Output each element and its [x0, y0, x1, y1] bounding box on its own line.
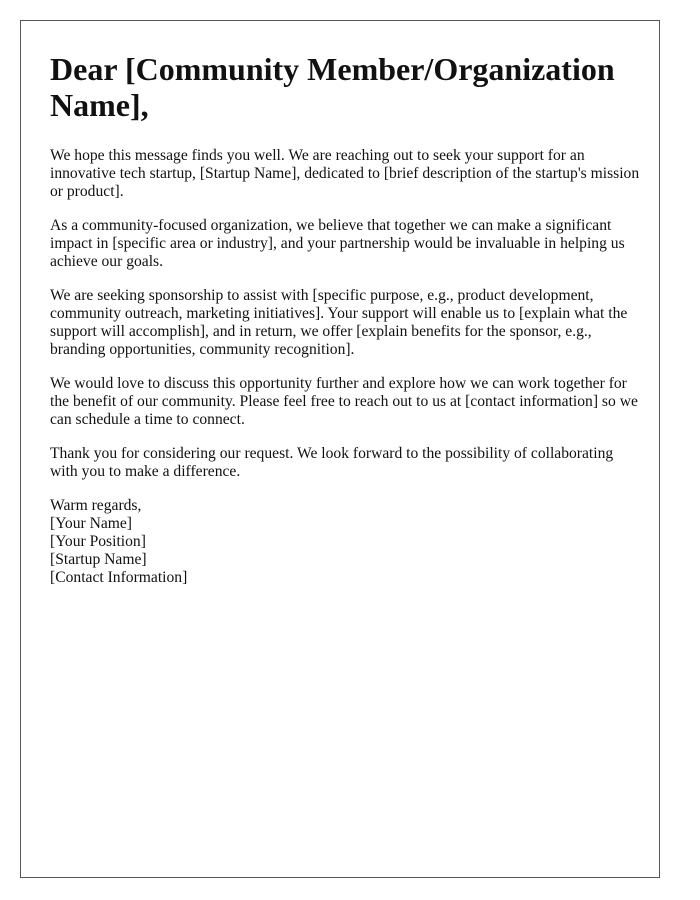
signature-position: [Your Position] — [50, 533, 146, 550]
signature-startup: [Startup Name] — [50, 551, 147, 568]
letter-paragraph-impact: As a community-focused organization, we believe that together we can make a significant impact in [specific area or industry], and your partnership would be invaluable in helping us achieve our goals. — [50, 217, 625, 270]
signature-contact: [Contact Information] — [50, 569, 188, 586]
letter-content — [50, 51, 640, 587]
signature-name: [Your Name] — [50, 515, 133, 532]
letter-paragraph-discussion: We would love to discuss this opportunity further and explore how we can work together for the benefit of our community. Please feel free to reach out to us at [contact information] so we can schedule a time to connect. — [50, 375, 638, 428]
letter-paragraph-thanks: Thank you for considering our request. We look forward to the possibility of collaborating with you to make a difference. — [50, 445, 614, 480]
letter-greeting: Dear [Community Member/Organization Name], — [50, 51, 615, 123]
letter-page — [20, 20, 660, 878]
letter-paragraph-sponsorship: We are seeking sponsorship to assist with [specific purpose, e.g., product development, community outreach, marketing initiatives]. Your support will enable us to [explain what the support will accomplish], and in return, we offer [explain benefits for the sponsor, e.g., branding opportunities, community recognition]. — [50, 287, 628, 358]
signature-block — [50, 497, 640, 587]
signature-closing: Warm regards, — [50, 497, 142, 514]
letter-paragraph-intro: We hope this message finds you well. We are reaching out to seek your support for an innovative tech startup, [Startup Name], dedicated to [brief description of the startup's mission or product]. — [50, 147, 640, 200]
